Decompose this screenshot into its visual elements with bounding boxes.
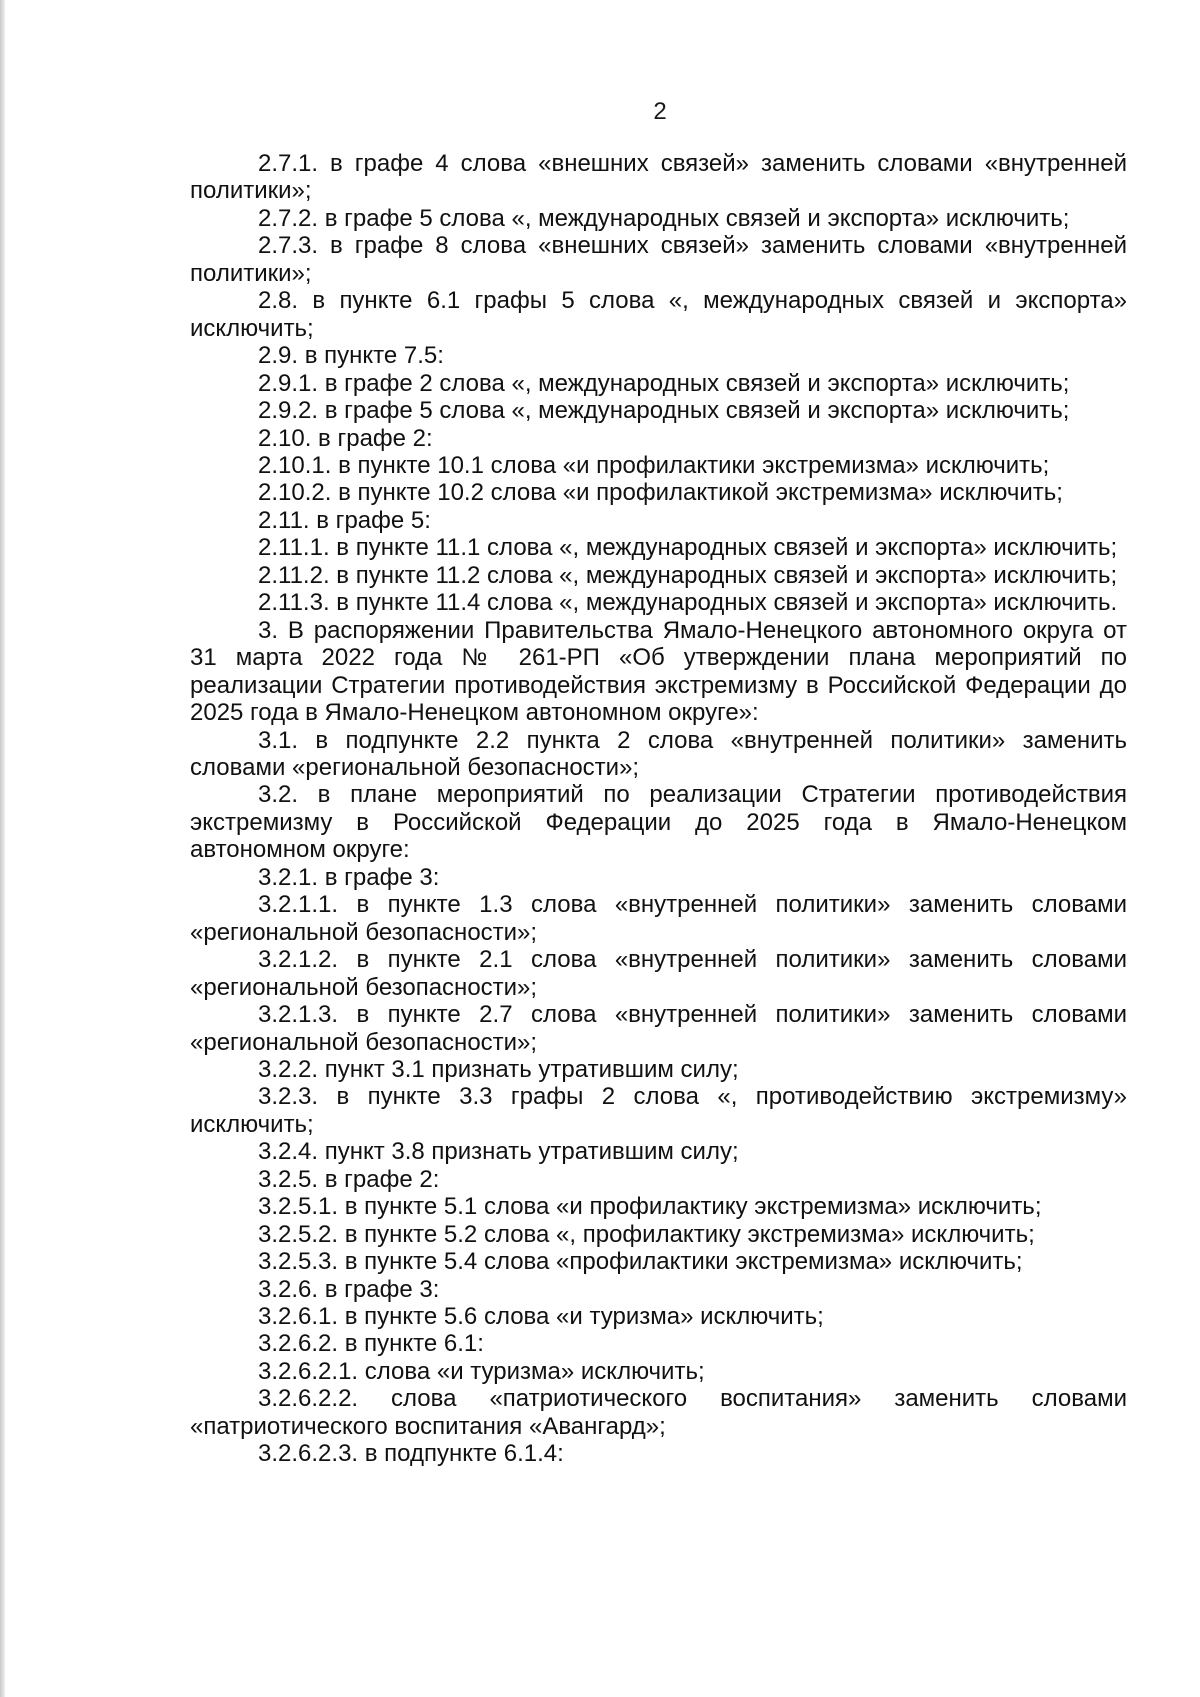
paragraph: 3.1. в подпункте 2.2 пункта 2 слова «внутренней политики» заменить словами «региональной безопасности»; — [190, 726, 1127, 781]
paragraph: 2.11.1. в пункте 11.1 слова «, международных связей и экспорта» исключить; — [258, 534, 1118, 562]
paragraph: 2.10.2. в пункте 10.2 слова «и профилактикой экстремизма» исключить; — [258, 479, 1063, 507]
paragraph: 3.2.3. в пункте 3.3 графы 2 слова «, противодействию экстремизму» исключить; — [190, 1083, 1127, 1138]
paragraph: 2.7.2. в графе 5 слова «, международных связей и экспорта» исключить; — [258, 204, 1070, 232]
paragraph: 3.2.6.2.1. слова «и туризма» исключить; — [258, 1357, 705, 1385]
paragraph: 2.9.2. в графе 5 слова «, международных связей и экспорта» исключить; — [258, 397, 1070, 425]
paragraph: 3.2.6. в графе 3: — [258, 1275, 440, 1303]
paragraph: 3.2.6.1. в пункте 5.6 слова «и туризма» исключить; — [258, 1303, 824, 1331]
paragraph: 2.11. в графе 5: — [258, 506, 431, 534]
scan-left-edge — [0, 0, 5, 1697]
paragraph: 3.2.1. в графе 3: — [258, 863, 440, 891]
paragraph: 3.2.5.3. в пункте 5.4 слова «профилактики экстремизма» исключить; — [258, 1248, 1023, 1276]
paragraph: 2.11.2. в пункте 11.2 слова «, международных связей и экспорта» исключить; — [258, 561, 1118, 589]
paragraph: 3.2.1.3. в пункте 2.7 слова «внутренней политики» заменить словами «региональной безопасности»; — [190, 1001, 1127, 1056]
page-number: 2 — [653, 98, 667, 125]
paragraph: 3. В распоряжении Правительства Ямало-Ненецкого автономного округа от 31 марта 2022 года № 261-РП «Об утверждении плана мероприятий по реализации Стратегии противодействия экстремизму в Российской Федерации до 2025 года в Ямало-Ненецком автономном округе»: — [190, 616, 1127, 727]
paragraph: 2.9.1. в графе 2 слова «, международных связей и экспорта» исключить; — [258, 369, 1070, 397]
paragraph: 3.2.6.2.2. слова «патриотического воспитания» заменить словами «патриотического воспитания «Авангард»; — [190, 1385, 1127, 1440]
paragraph: 3.2.6.2. в пункте 6.1: — [258, 1330, 484, 1358]
paragraph: 2.8. в пункте 6.1 графы 5 слова «, международных связей и экспорта» исключить; — [190, 287, 1127, 342]
paragraph: 3.2.1.1. в пункте 1.3 слова «внутренней политики» заменить словами «региональной безопасности»; — [190, 891, 1127, 946]
paragraph: 3.2.4. пункт 3.8 признать утратившим силу; — [258, 1138, 739, 1166]
paragraph: 3.2.6.2.3. в подпункте 6.1.4: — [258, 1440, 564, 1468]
document-body — [190, 150, 1127, 1468]
paragraph: 2.7.3. в графе 8 слова «внешних связей» заменить словами «внутренней политики»; — [190, 232, 1127, 287]
paragraph: 3.2. в плане мероприятий по реализации Стратегии противодействия экстремизму в Российской Федерации до 2025 года в Ямало-Ненецком автономном округе: — [190, 781, 1127, 864]
paragraph: 2.9. в пункте 7.5: — [258, 342, 444, 370]
paragraph: 2.10. в графе 2: — [258, 424, 433, 452]
paragraph: 2.7.1. в графе 4 слова «внешних связей» заменить словами «внутренней политики»; — [190, 150, 1127, 205]
paragraph: 2.10.1. в пункте 10.1 слова «и профилактики экстремизма» исключить; — [258, 451, 1050, 479]
paragraph: 3.2.5.2. в пункте 5.2 слова «, профилактику экстремизма» исключить; — [258, 1220, 1035, 1248]
paragraph: 3.2.5.1. в пункте 5.1 слова «и профилактику экстремизма» исключить; — [258, 1193, 1042, 1221]
paragraph: 3.2.5. в графе 2: — [258, 1165, 440, 1193]
paragraph: 2.11.3. в пункте 11.4 слова «, международных связей и экспорта» исключить. — [258, 589, 1118, 617]
paragraph: 3.2.2. пункт 3.1 признать утратившим силу; — [258, 1055, 739, 1083]
paragraph: 3.2.1.2. в пункте 2.1 слова «внутренней политики» заменить словами «региональной безопасности»; — [190, 946, 1127, 1001]
